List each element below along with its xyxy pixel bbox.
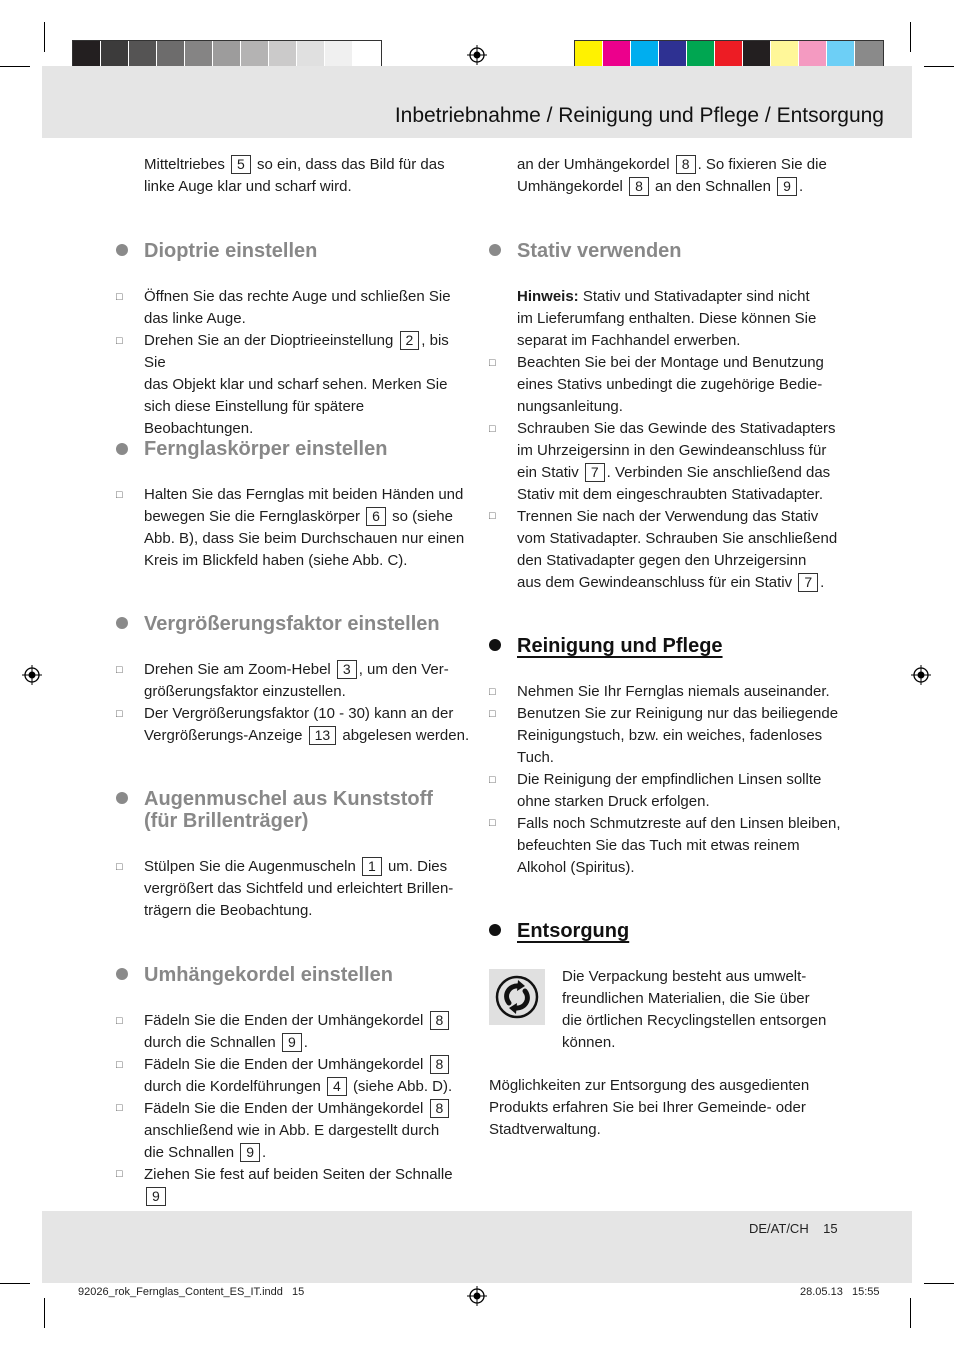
color-swatch bbox=[827, 41, 855, 67]
list-bullet-icon: □ bbox=[116, 1015, 123, 1027]
heading-pflege: Reinigung und Pflege bbox=[517, 635, 723, 657]
process-color-bar bbox=[574, 40, 884, 68]
list-bullet-icon: □ bbox=[489, 774, 496, 786]
color-swatch bbox=[855, 41, 883, 67]
heading-entsorgung: Entsorgung bbox=[517, 920, 630, 942]
list-bullet-icon: □ bbox=[489, 423, 496, 435]
part-number: 5 bbox=[231, 155, 251, 174]
kordel-text: Fädeln Sie die Enden der Umhängekordel 8 durch die Schnallen 9 . Fädeln Sie die Enden der Umhängekordel 8 durch die Kordelführungen 4 (siehe Abb. D). Fädeln Sie die Enden der Umhängekordel 8 anschließend wie in Abb. E dargestellt durch die Schnallen 9 . Ziehen Sie fest auf beiden Seiten der Schnalle 9 bbox=[144, 1012, 453, 1204]
part-number: 4 bbox=[327, 1077, 347, 1096]
crop-mark bbox=[910, 1298, 911, 1328]
part-number: 6 bbox=[366, 507, 386, 526]
recycling-icon bbox=[489, 969, 545, 1025]
crop-mark bbox=[0, 1283, 30, 1284]
heading-bullet-icon bbox=[116, 244, 128, 256]
heading-zoom: Vergrößerungsfaktor einstellen bbox=[144, 613, 440, 635]
heading-kordel: Umhängekordel einstellen bbox=[144, 964, 393, 986]
list-bullet-icon: □ bbox=[116, 335, 123, 347]
list-bullet-icon: □ bbox=[116, 1059, 123, 1071]
heading-bullet-icon bbox=[489, 244, 501, 256]
slug-date: 28.05.13 15:55 bbox=[800, 1286, 880, 1298]
color-swatch bbox=[631, 41, 659, 67]
heading-bullet-icon bbox=[489, 639, 501, 651]
gray-color-bar bbox=[72, 40, 382, 68]
list-bullet-icon: □ bbox=[116, 1168, 123, 1180]
gray-swatch bbox=[157, 41, 185, 67]
heading-bullet-icon bbox=[116, 792, 128, 804]
page-title: Inbetriebnahme / Reinigung und Pflege / Entsorgung bbox=[394, 104, 884, 127]
crop-mark bbox=[44, 1298, 45, 1328]
hint-label: Hinweis: bbox=[517, 288, 579, 305]
part-number: 9 bbox=[282, 1033, 302, 1052]
list-bullet-icon: □ bbox=[116, 664, 123, 676]
list-bullet-icon: □ bbox=[116, 291, 123, 303]
gray-swatch bbox=[297, 41, 325, 67]
registration-mark-icon bbox=[911, 665, 931, 685]
registration-mark-icon bbox=[467, 1286, 487, 1306]
page-number: DE/AT/CH 15 bbox=[749, 1221, 838, 1236]
koerper-text: Halten Sie das Fernglas mit beiden Händen und bewegen Sie die Fernglaskörper 6 so (siehe Abb. B), dass Sie beim Durchschauen nur einen Kreis im Blickfeld haben (siehe Abb. C). bbox=[144, 486, 465, 569]
list-bullet-icon: □ bbox=[489, 708, 496, 720]
part-number: 13 bbox=[309, 726, 337, 745]
part-number: 3 bbox=[337, 660, 357, 679]
list-bullet-icon: □ bbox=[116, 1102, 123, 1114]
color-swatch bbox=[743, 41, 771, 67]
part-number: 8 bbox=[430, 1099, 450, 1118]
heading-stativ: Stativ verwenden bbox=[517, 240, 682, 262]
gray-swatch bbox=[129, 41, 157, 67]
dioptrie-text: Öffnen Sie das rechte Auge und schließen Sie das linke Auge. Drehen Sie an der Dioptrieeinstellung 2 , bis Sie das Objekt klar und scharf sehen. Merken Sie sich diese Einstellung für spätere Beobachtungen. bbox=[144, 288, 451, 437]
part-number: 9 bbox=[146, 1187, 166, 1206]
augen-text: Stülpen Sie die Augenmuscheln 1 um. Dies vergrößert das Sichtfeld und erleichtert Brillen- trägern die Beobachtung. bbox=[144, 858, 454, 919]
crop-mark bbox=[0, 66, 30, 67]
part-number: 9 bbox=[777, 177, 797, 196]
part-number: 8 bbox=[430, 1055, 450, 1074]
part-number: 7 bbox=[798, 573, 818, 592]
color-swatch bbox=[575, 41, 603, 67]
gray-swatch bbox=[353, 41, 381, 67]
entsorgung-p2: Möglichkeiten zur Entsorgung des ausgedienten Produkts erfahren Sie bei Ihrer Gemeinde- oder Stadtverwaltung. bbox=[489, 1077, 810, 1138]
color-swatch bbox=[715, 41, 743, 67]
entsorgung-p1: Die Verpackung besteht aus umwelt- freundlichen Materialien, die Sie über die örtlichen Recyclingstellen entsorgen können. bbox=[562, 968, 827, 1051]
registration-mark-icon bbox=[467, 45, 487, 65]
list-bullet-icon: □ bbox=[116, 861, 123, 873]
gray-swatch bbox=[213, 41, 241, 67]
zoom-text: Drehen Sie am Zoom-Hebel 3 , um den Ver- größerungsfaktor einzustellen. Der Vergrößerungsfaktor (10 - 30) kann an der Vergrößerungs-Anzeige 13 abgelesen werden. bbox=[144, 661, 470, 744]
crop-mark bbox=[44, 22, 45, 52]
heading-dioptrie: Dioptrie einstellen bbox=[144, 240, 318, 262]
part-number: 8 bbox=[430, 1011, 450, 1030]
part-number: 8 bbox=[676, 155, 696, 174]
pflege-text: Nehmen Sie Ihr Fernglas niemals auseinander. Benutzen Sie zur Reinigung nur das beiliegende Reinigungstuch, bzw. ein weiches, fadenloses Tuch. Die Reinigung der empfindlichen Linsen sollte ohne starken Druck erfolgen. Falls noch Schmutzreste auf den Linsen bleiben, befeuchten Sie das Tuch mit etwas reinem Alkohol (Spiritus). bbox=[517, 683, 841, 876]
gray-swatch bbox=[101, 41, 129, 67]
gray-swatch bbox=[185, 41, 213, 67]
crop-mark bbox=[910, 22, 911, 52]
list-bullet-icon: □ bbox=[489, 510, 496, 522]
heading-bullet-icon bbox=[116, 968, 128, 980]
heading-bullet-icon bbox=[116, 617, 128, 629]
gray-swatch bbox=[241, 41, 269, 67]
color-swatch bbox=[771, 41, 799, 67]
list-bullet-icon: □ bbox=[489, 817, 496, 829]
part-number: 9 bbox=[240, 1143, 260, 1162]
heading-bullet-icon bbox=[116, 443, 128, 455]
color-swatch bbox=[687, 41, 715, 67]
gray-swatch bbox=[73, 41, 101, 67]
gray-swatch bbox=[325, 41, 353, 67]
list-bullet-icon: □ bbox=[489, 357, 496, 369]
list-bullet-icon: □ bbox=[489, 686, 496, 698]
right-intro: an der Umhängekordel 8 . So fixieren Sie die Umhängekordel 8 an den Schnallen 9 . bbox=[517, 156, 827, 195]
stativ-text: Hinweis: Stativ und Stativadapter sind nicht im Lieferumfang enthalten. Diese können Sie separat im Fachhandel erwerben. Beachten Sie bei der Montage und Benutzung eines Stativs unbedingt die zugehörige Bedie- nungsanleitung. Schrauben Sie das Gewinde des Stativadapters im Uhrzeigersinn in den Gewindeanschluss für ein Stativ 7 . Verbinden Sie anschließend das Stativ mit dem eingeschraubten Stativadapter. Trennen Sie nach der Verwendung das Stativ vom Stativadapter. Schrauben Sie anschließend den Stativadapter gegen den Uhrzeigersinn aus dem Gewindeanschluss für ein Stativ 7 . bbox=[517, 288, 838, 591]
gray-swatch bbox=[269, 41, 297, 67]
left-intro: Mitteltriebes 5 so ein, dass das Bild für das linke Auge klar und scharf wird. bbox=[144, 156, 445, 195]
registration-mark-icon bbox=[22, 665, 42, 685]
slug-file: 92026_rok_Fernglas_Content_ES_IT.indd 15 bbox=[78, 1286, 305, 1298]
part-number: 8 bbox=[629, 177, 649, 196]
crop-mark bbox=[924, 1283, 954, 1284]
color-swatch bbox=[799, 41, 827, 67]
heading-koerper: Fernglaskörper einstellen bbox=[144, 438, 388, 460]
part-number: 7 bbox=[585, 463, 605, 482]
heading-augen: Augenmuschel aus Kunststoff (für Brillenträger) bbox=[144, 788, 433, 832]
heading-bullet-icon bbox=[489, 924, 501, 936]
list-bullet-icon: □ bbox=[116, 708, 123, 720]
part-number: 2 bbox=[400, 331, 420, 350]
list-bullet-icon: □ bbox=[116, 489, 123, 501]
crop-mark bbox=[924, 66, 954, 67]
color-swatch bbox=[603, 41, 631, 67]
color-swatch bbox=[659, 41, 687, 67]
part-number: 1 bbox=[362, 857, 382, 876]
